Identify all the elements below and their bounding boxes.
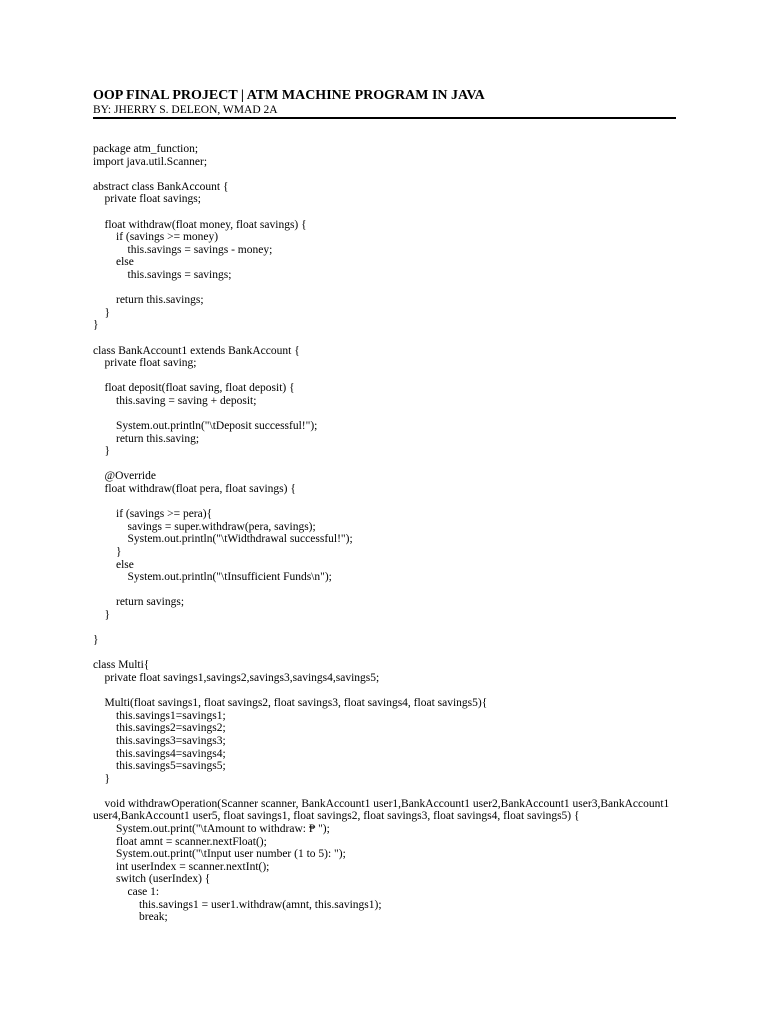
code-line — [93, 332, 683, 345]
code-line — [93, 785, 683, 798]
document-byline: BY: JHERRY S. DELEON, WMAD 2A — [93, 104, 278, 116]
code-line: class Multi{ — [93, 659, 150, 672]
code-line: System.out.print("\tAmount to withdraw: ₱ "); — [93, 823, 330, 836]
code-line — [93, 584, 683, 597]
code-line: } — [93, 634, 99, 647]
code-line: } — [93, 772, 111, 785]
code-line: this.savings1 = user1.withdraw(amnt, this.savings1); — [93, 898, 382, 911]
code-line: else — [93, 558, 134, 571]
code-line — [93, 407, 683, 420]
code-line: switch (userIndex) { — [93, 873, 211, 886]
code-line: this.savings2=savings2; — [93, 722, 226, 735]
code-line — [93, 622, 683, 635]
code-line: savings = super.withdraw(pera, savings); — [93, 520, 316, 533]
code-line: class BankAccount1 extends BankAccount { — [93, 344, 300, 357]
code-line: user4,BankAccount1 user5, float savings1, float savings2, float savings3, float savings4, float savings5) { — [93, 810, 580, 823]
code-line: this.savings1=savings1; — [93, 709, 226, 722]
code-line — [93, 647, 683, 660]
code-line: System.out.println("\tInsufficient Funds\n"); — [93, 571, 332, 584]
code-line: return this.savings; — [93, 294, 204, 307]
code-line: @Override — [93, 470, 156, 483]
code-line: int userIndex = scanner.nextInt(); — [93, 860, 270, 873]
code-line: private float savings; — [93, 193, 201, 206]
code-line — [93, 685, 683, 698]
code-line: abstract class BankAccount { — [93, 180, 229, 193]
code-line: this.savings5=savings5; — [93, 760, 226, 773]
code-line: } — [93, 306, 111, 319]
code-line: package atm_function; — [93, 143, 199, 155]
code-line: private float saving; — [93, 357, 197, 370]
code-line: if (savings >= pera){ — [93, 508, 213, 521]
code-line: else — [93, 256, 134, 269]
code-line: case 1: — [93, 886, 160, 899]
document-title: OOP FINAL PROJECT | ATM MACHINE PROGRAM IN JAVA — [93, 88, 485, 103]
code-line: float amnt = scanner.nextFloat(); — [93, 835, 267, 848]
code-line: float deposit(float saving, float deposit) { — [93, 382, 295, 395]
code-line: System.out.println("\tDeposit successful!"); — [93, 420, 318, 433]
code-line: import java.util.Scanner; — [93, 155, 208, 168]
code-line: System.out.println("\tWidthdrawal successful!"); — [93, 533, 353, 546]
code-line: this.savings3=savings3; — [93, 734, 226, 747]
code-line — [93, 206, 683, 219]
code-line: return this.saving; — [93, 432, 200, 445]
code-line: } — [93, 546, 122, 558]
code-line — [93, 496, 683, 509]
document-header — [93, 88, 676, 117]
code-line: this.savings4=savings4; — [93, 747, 226, 760]
header-rule — [93, 117, 676, 119]
code-line: } — [93, 445, 111, 458]
code-line: if (savings >= money) — [93, 231, 219, 244]
code-line: break; — [93, 911, 168, 924]
code-line — [93, 370, 683, 383]
code-line: return savings; — [93, 596, 185, 609]
code-block — [93, 143, 683, 924]
code-line: } — [93, 608, 111, 621]
code-line: Multi(float savings1, float savings2, float savings3, float savings4, float savings5){ — [93, 697, 488, 710]
code-line: } — [93, 319, 99, 332]
code-line — [93, 282, 683, 295]
code-line: float withdraw(float money, float savings) { — [93, 218, 307, 231]
code-line: this.saving = saving + deposit; — [93, 394, 257, 407]
code-line: this.savings = savings; — [93, 268, 232, 281]
code-line: System.out.print("\tInput user number (1 to 5): "); — [93, 848, 346, 861]
code-line: this.savings = savings - money; — [93, 243, 273, 256]
code-line — [93, 168, 683, 181]
code-line: void withdrawOperation(Scanner scanner, BankAccount1 user1,BankAccount1 user2,BankAccount1 user3,BankAccount1 — [93, 797, 670, 810]
code-line: private float savings1,savings2,savings3,savings4,savings5; — [93, 671, 380, 684]
code-line — [93, 458, 683, 471]
code-line: float withdraw(float pera, float savings) { — [93, 483, 296, 496]
